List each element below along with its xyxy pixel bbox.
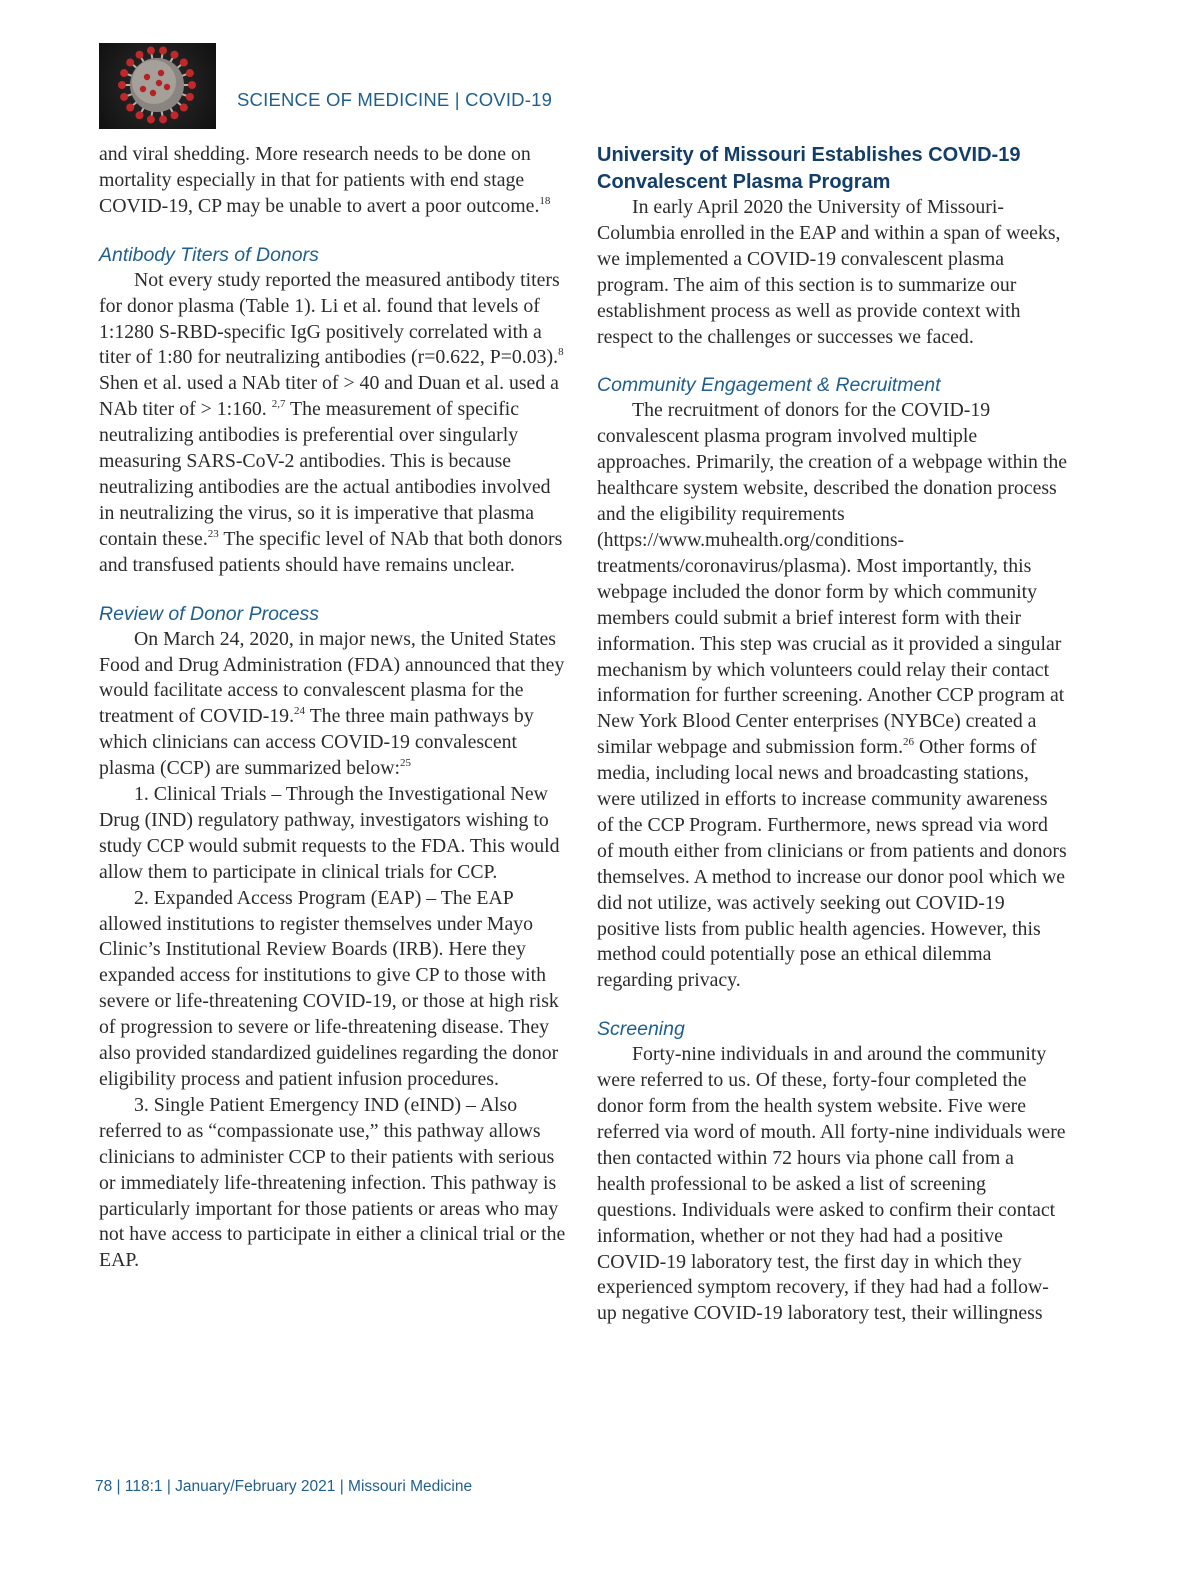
subheading-review-donor-process: Review of Donor Process <box>99 602 320 625</box>
reference-number: 23 <box>207 527 219 540</box>
reference-number: 8 <box>558 346 564 359</box>
paragraph-viral-shedding: and viral shedding. More research needs to be done on mortality especially in that for patients with end stage COVID-19, CP may be unable to avert a poor outcome.$^{18}$ <box>99 143 551 217</box>
section-header: SCIENCE OF MEDICINE | COVID-19 <box>237 89 553 110</box>
reference-number: 25 <box>400 757 412 770</box>
paragraph-program-intro: In early April 2020 the University of Missouri-Columbia enrolled in the EAP and within a span of weeks, we implemented a COVID-19 convalescent plasma program. The aim of this section is to summarize our establishment process as well as provide context with respect to the challenges or successes we faced. <box>597 196 1061 348</box>
list-item-emergency-ind: 3. Single Patient Emergency IND (eIND) – Also referred to as “compassionate use,” this pathway allows clinicians to administer CCP to their patients with serious or immediately life-threatening infection. This pathway is particularly important for those patients or areas who may not have access to participate in either a clinical trial or the EAP. <box>99 1093 566 1272</box>
left-column <box>99 142 569 1274</box>
coronavirus-image <box>99 43 216 129</box>
paragraph-community-engagement: The recruitment of donors for the COVID-19 convalescent plasma program involved multiple approaches. Primarily, the creation of a webpage within the healthcare system website, described the donation process and the eligibility requirements (https://www.muhealth.org/conditions-treatments/coronavirus/plasma). Most importantly, this webpage included the donor form by which community members could submit a brief interest form with their information. This step was crucial as it provided a singular mechanism by which volunteers could relay their contact information for further screening. Another CCP program at New York Blood Center enterprises (NYBCe) created a similar webpage and submission form.$^{26}$ Other forms of media, including local news and broadcasting stations, were utilized in efforts to increase community awareness of the CCP Program. Furthermore, news spread via word of mouth either from clinicians or from patients and donors themselves. A method to increase our donor pool which we did not utilize, was actively seeking out COVID-19 positive lists from public health agencies. However, this method could potentially pose an ethical dilemma regarding privacy. <box>597 399 1067 992</box>
right-column <box>597 142 1067 1327</box>
list-item-clinical-trials: 1. Clinical Trials – Through the Investigational New Drug (IND) regulatory pathway, investigators wishing to study CCP would submit requests to the FDA. This would allow them to participate in clinical trials for CCP. <box>99 783 560 883</box>
reference-number: 2,7 <box>271 398 286 411</box>
paragraph-screening: Forty-nine individuals in and around the community were referred to us. Of these, forty-four completed the donor form from the health system website. Five were referred via word of mouth. All forty-nine individuals were then contacted within 72 hours via phone call from a health professional to be asked a list of screening questions. Individuals were asked to confirm their contact information, whether or not they had had a positive COVID-19 laboratory test, the first day in which they experienced symptom recovery, if they had had a follow-up negative COVID-19 laboratory test, their willingness <box>597 1043 1066 1325</box>
reference-number: 18 <box>539 194 551 207</box>
subheading-community-engagement: Community Engagement & Recruitment <box>597 374 941 397</box>
article-title: University of Missouri Establishes COVID-19 Convalescent Plasma Program <box>597 144 1021 193</box>
paragraph-antibody-titers: Not every study reported the measured antibody titers for donor plasma (Table 1). Li et al. found that levels of 1:1280 S-RBD-specific IgG positively correlated with a titer of 1:80 for neutralizing antibodies (r=0.622, P=0.03).$^8$ Shen et al. used a NAb titer of > 40 and Duan et al. used a NAb titer of > 1:160. $^{2,7}$ The measurement of specific neutralizing antibodies is preferential over singularly measuring SARS-CoV-2 antibodies. This is because neutralizing antibodies are the actual antibodies involved in neutralizing the virus, so it is imperative that plasma contain these.$^{23}$ The specific level of NAb that both donors and transfused patients should have remains unclear. <box>99 268 564 576</box>
reference-number: 24 <box>294 705 306 718</box>
page-footer: 78 | 118:1 | January/February 2021 | Missouri Medicine <box>95 1478 473 1495</box>
paragraph-review-donor-process: On March 24, 2020, in major news, the United States Food and Drug Administration (FDA) announced that they would facilitate access to convalescent plasma for the treatment of COVID-19.24 The three main pathways by which clinicians can access COVID-19 convalescent plasma (CCP) are summarized below:$^{25}$ <box>99 627 565 780</box>
subheading-screening: Screening <box>597 1018 685 1041</box>
list-item-expanded-access: 2. Expanded Access Program (EAP) – The EAP allowed institutions to register themselves under Mayo Clinic’s Institutional Review Boards (IRB). Here they expanded access for institutions to give CP to those with severe or life-threatening COVID-19, or those at high risk of progression to severe or life-threatening disease. They also provided standardized guidelines regarding the donor eligibility process and patient infusion procedures. <box>99 886 559 1090</box>
subheading-antibody-titers: Antibody Titers of Donors <box>99 243 319 266</box>
reference-number: 26 <box>903 736 915 749</box>
coronavirus-illustration <box>99 43 216 129</box>
